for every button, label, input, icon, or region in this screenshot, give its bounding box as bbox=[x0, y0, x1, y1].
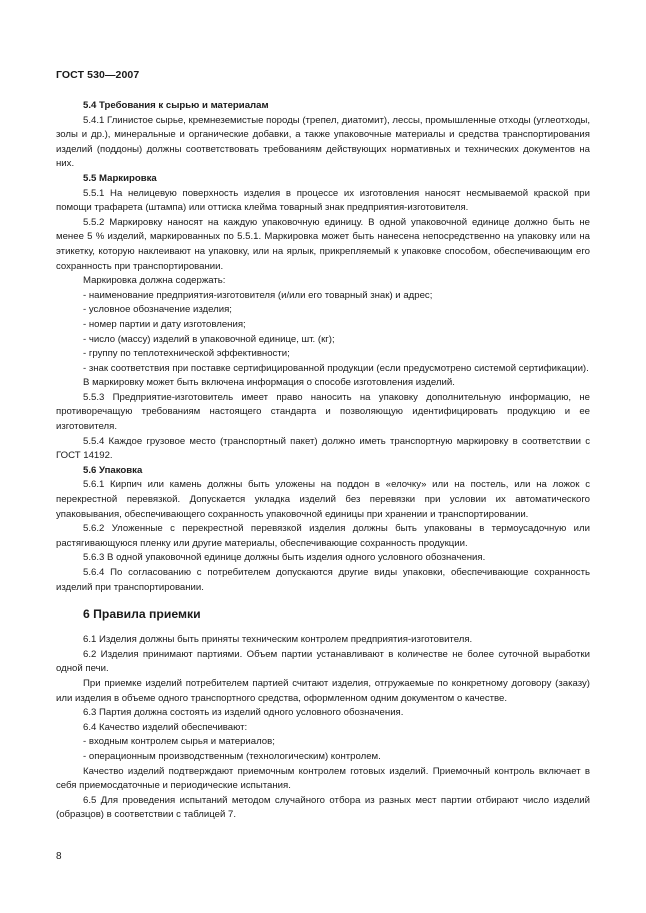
list-item: - знак соответствия при поставке сертифицированной продукции (если предусмотрено системой сертификации). bbox=[83, 362, 589, 374]
paragraph: 6.5 Для проведения испытаний методом случайного отбора из разных мест партии отбирают число изделий (образцов) в соответствии с таблицей 7. bbox=[56, 794, 590, 821]
list-item: - входным контролем сырья и материалов; bbox=[83, 736, 275, 748]
page-number: 8 bbox=[56, 851, 62, 862]
paragraph: 5.5.3 Предприятие-изготовитель имеет право наносить на упаковку дополнительную информацию, не противоречащую требованиям настоящего стандарта и позволяющую идентифицировать продукцию и ее изготовителя. bbox=[56, 391, 590, 433]
list-item: - группу по теплотехнической эффективности; bbox=[83, 348, 290, 360]
standard-header: ГОСТ 530—2007 bbox=[56, 69, 140, 81]
document-body bbox=[56, 99, 590, 823]
paragraph: 5.5.1 На нелицевую поверхность изделия в процессе их изготовления наносят несмываемой краской при помощи трафарета (штампа) или оттиска клейма товарный знак предприятия-изготовителя. bbox=[56, 187, 590, 214]
paragraph: 5.4.1 Глинистое сырье, кремнеземистые породы (трепел, диатомит), лессы, промышленные отходы (углеотходы, золы и др.), минеральные и органические добавки, а также упаковочные материалы и средства транспортирования изделий (поддоны) должны соответствовать требованиям действующих нормативных и технических документов на них. bbox=[56, 114, 590, 170]
list-item: - число (массу) изделий в упаковочной единице, шт. (кг); bbox=[83, 333, 335, 345]
paragraph: 6.1 Изделия должны быть приняты техническим контролем предприятия-изготовителя. bbox=[83, 634, 473, 646]
paragraph: 5.6.4 По согласованию с потребителем допускаются другие виды упаковки, обеспечивающие сохранность изделий при транспортировании. bbox=[56, 567, 590, 593]
paragraph: 5.6.3 В одной упаковочной единице должны быть изделия одного условного обозначения. bbox=[83, 552, 486, 564]
paragraph: 5.6.1 Кирпич или камень должны быть уложены на поддон в «елочку» или на постель, или на ложок с перекрестной перевязкой. Допускается укладка изделий без перевязки при условии их автоматического упаковывания, обеспечивающего сохранность упаковочной единицы при хранении и транспортировании. bbox=[56, 479, 590, 520]
subsection-heading: 5.5 Маркировка bbox=[83, 172, 157, 184]
paragraph: 6.4 Качество изделий обеспечивают: bbox=[83, 721, 248, 733]
paragraph: 6.3 Партия должна состоять из изделий одного условного обозначения. bbox=[83, 707, 404, 719]
section-heading: 6 Правила приемки bbox=[83, 607, 201, 622]
subsection-heading: 5.6 Упаковка bbox=[83, 464, 143, 476]
list-item: - наименование предприятия-изготовителя (и/или его товарный знак) и адрес; bbox=[83, 289, 433, 301]
subsection-heading: 5.4 Требования к сырью и материалам bbox=[83, 100, 269, 111]
paragraph: 5.6.2 Уложенные с перекрестной перевязкой изделия должны быть упакованы в термоусадочную или растягивающуюся пленку или другие материалы, обеспечивающие сохранность продукции. bbox=[56, 523, 590, 549]
paragraph: При приемке изделий потребителем партией считают изделия, отгружаемые по конкретному договору (заказу) или изделия в объеме одного транспортного средства, оформленном одним документом о качестве. bbox=[56, 677, 590, 704]
list-item: - условное обозначение изделия; bbox=[83, 304, 232, 316]
list-item: - операционным производственным (технологическим) контролем. bbox=[83, 750, 381, 762]
paragraph: 5.5.2 Маркировку наносят на каждую упаковочную единицу. В одной упаковочной единице должно быть не менее 5 % изделий, маркированных по 5.5.1. Маркировка может быть нанесена непосредственно на упаковку или на этикетку, которую наклеивают на упаковку, или на ярлык, прикрепляемый к упаковке способом, обеспечивающим его сохранность при транспортировании. bbox=[56, 216, 590, 272]
list-item: - номер партии и дату изготовления; bbox=[83, 318, 246, 330]
paragraph: 5.5.4 Каждое грузовое место (транспортный пакет) должно иметь транспортную маркировку в соответствии с ГОСТ 14192. bbox=[56, 435, 590, 462]
paragraph: Маркировка должна содержать: bbox=[83, 275, 226, 287]
paragraph: 6.2 Изделия принимают партиями. Объем партии устанавливают в количестве не более суточной выработки одной печи. bbox=[56, 648, 590, 675]
paragraph: В маркировку может быть включена информация о способе изготовления изделий. bbox=[83, 377, 455, 389]
paragraph: Качество изделий подтверждают приемочным контролем готовых изделий. Приемочный контроль включает в себя приемосдаточные и периодические испытания. bbox=[56, 765, 590, 792]
